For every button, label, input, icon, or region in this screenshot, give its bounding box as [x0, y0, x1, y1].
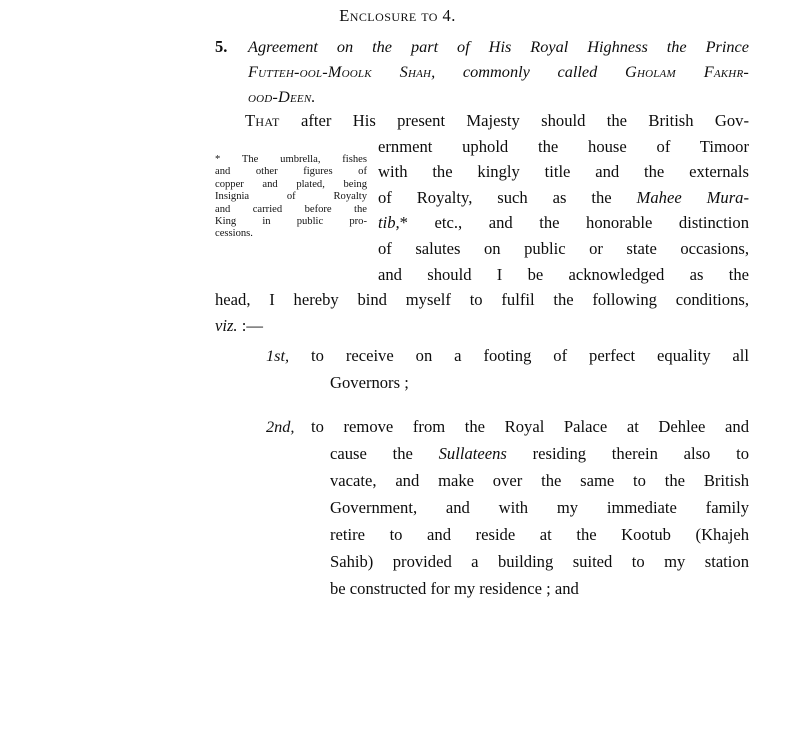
body-line-5-rest: etc., and the honorable distinction [407, 213, 749, 233]
footnote-line-1: * The umbrella, fishes [215, 154, 367, 165]
condition-2-line-7: be constructed for my residence ; and [330, 579, 579, 598]
term-sullateens: Sullateens [438, 444, 507, 463]
body-line-1 [245, 108, 749, 134]
body-line-6: of salutes on public or state occasions, [378, 238, 749, 258]
condition-2-line-3: vacate, and make over the same to the British [330, 471, 749, 490]
condition-2-line-4: Government, and with my immediate family [330, 498, 749, 517]
body-opening-word: That [245, 111, 280, 130]
heading-period: . [311, 87, 316, 106]
term-mahee-muratib-cont: tib, [378, 213, 400, 233]
body-line-3: with the kingly title and the externals [378, 162, 749, 182]
footnote-line-4: Insignia of Royalty [215, 191, 367, 203]
conditions-list [266, 342, 749, 619]
heading-connector: , commonly called [431, 62, 625, 81]
body-line-7: and should I be acknowledged as the [378, 264, 749, 284]
section-heading [215, 34, 749, 109]
body-line-2: ernment uphold the house of Timoor [378, 136, 749, 156]
heading-name-primary: Futteh-ool-Moolk Shah [248, 62, 432, 81]
footnote-line-6: King in public pro- [215, 216, 367, 228]
heading-text-line-1: Agreement on the part of His Royal Highness the Prince [248, 37, 749, 56]
condition-1-line-2: Governors ; [330, 373, 409, 392]
body-line-4-text: of Royalty, such as the [378, 187, 637, 207]
footnote-line-3: copper and plated, being [215, 178, 367, 190]
condition-2-line-1: to remove from the Royal Palace at Dehlee and [311, 417, 749, 436]
body-line-5 [378, 210, 749, 236]
running-header: Enclosure to 4. [339, 6, 456, 25]
body-line-4 [378, 185, 749, 211]
viz-abbreviation: viz. [215, 315, 238, 335]
footnote-line-5: and carried before the [215, 203, 367, 215]
footnote-line-7: cessions. [215, 228, 253, 240]
heading-line-3 [215, 84, 749, 109]
body-line-9-rest: :— [237, 315, 263, 335]
body-line-1-rest: after His present Majesty should the British Gov- [301, 111, 749, 130]
heading-line-1 [215, 34, 749, 59]
heading-name-secondary: Gholam Fakhr- [624, 62, 749, 81]
condition-marker-2: 2nd, [266, 417, 295, 436]
term-mahee-muratib: Mahee Mura- [636, 187, 749, 207]
condition-2-line-5: retire to and reside at the Kootub (Khajeh [330, 525, 749, 544]
condition-2-line-2-b: residing therein also to [506, 444, 750, 463]
condition-marker-1: 1st, [266, 346, 290, 365]
body-line-9 [215, 313, 749, 339]
body-line-8: head, I hereby bind myself to fulfil the following conditions, [215, 290, 749, 310]
heading-name-secondary-cont: ood-Deen [248, 87, 312, 106]
condition-item-2 [266, 413, 749, 602]
footnote-line-2: and other figures of [215, 166, 367, 178]
body-paragraph [215, 108, 749, 338]
condition-1-line-1: to receive on a footing of perfect equality all [311, 346, 749, 365]
condition-2-line-6: Sahib) provided a building suited to my station [330, 552, 749, 571]
condition-2-line-2-a: cause the [330, 444, 439, 463]
heading-line-2 [215, 59, 749, 84]
footnote-reference-marker: * [399, 213, 408, 233]
condition-2-line-2 [330, 440, 749, 467]
condition-item-1 [266, 342, 749, 396]
heading-number: 5. [215, 37, 228, 56]
